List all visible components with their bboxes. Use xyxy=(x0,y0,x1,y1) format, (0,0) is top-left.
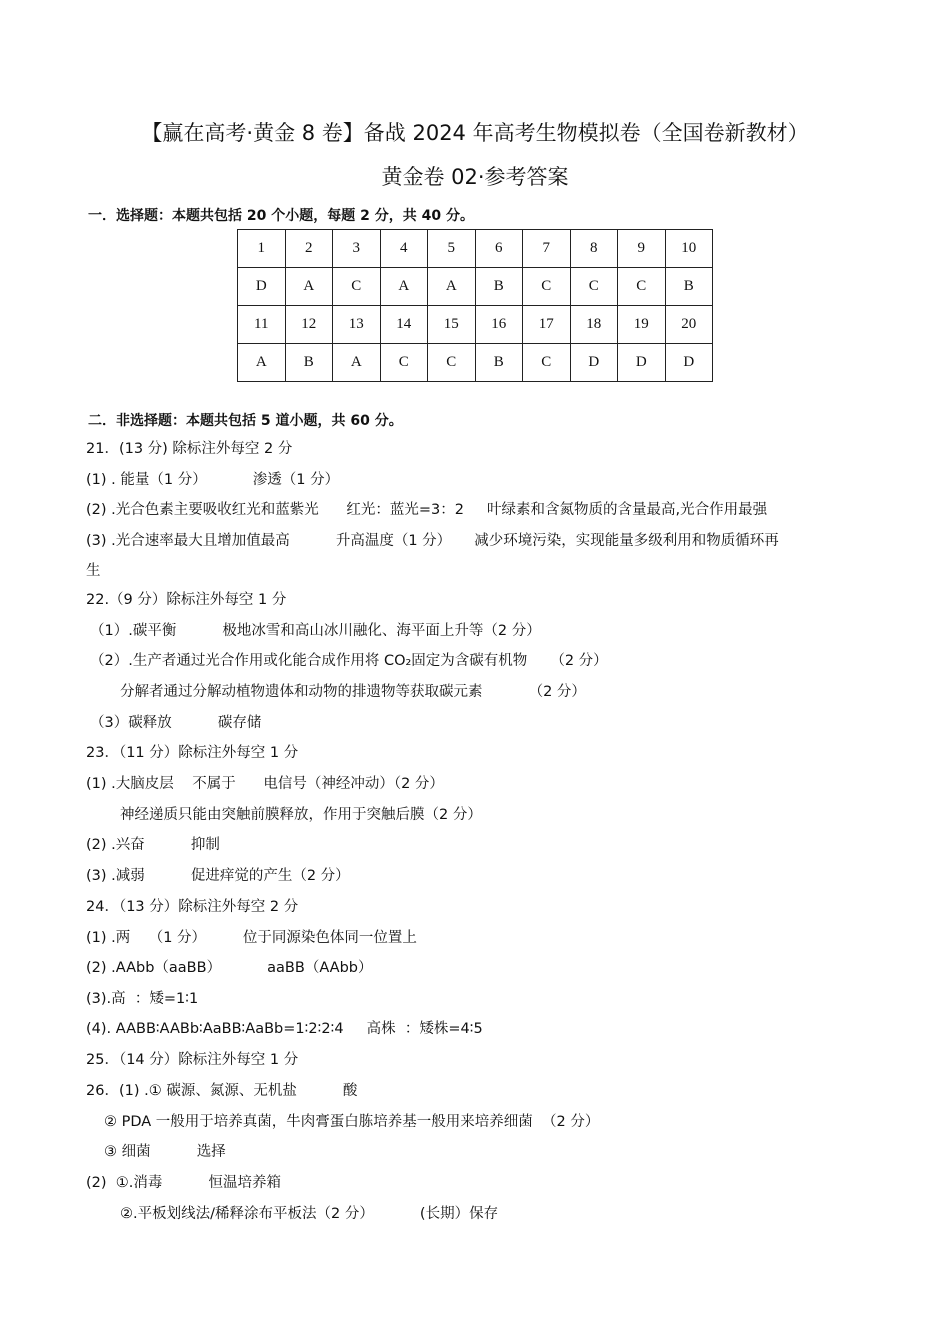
table-cell: B xyxy=(665,268,713,306)
table-row xyxy=(238,306,713,344)
answer-line: 25．（14 分）除标注外每空 1 分 xyxy=(86,1052,299,1068)
answer-line: (2) .光合色素主要吸收红光和蓝紫光 红光：蓝光=3：2 叶绿素和含氮物质的含量最高,光合作用最强 xyxy=(86,502,768,518)
answer-line: 26．(1) .① 碳源、氮源、无机盐 酸 xyxy=(86,1083,358,1099)
table-cell: B xyxy=(285,344,333,382)
table-cell: 7 xyxy=(523,230,571,268)
answer-line: （2）.生产者通过光合作用或化能合成作用将 CO₂固定为含碳有机物 （2 分） xyxy=(90,653,608,669)
table-cell: B xyxy=(475,344,523,382)
page-title: 【赢在高考·黄金 8 卷】备战 2024 年高考生物模拟卷（全国卷新教材） xyxy=(141,121,809,145)
table-cell: D xyxy=(238,268,286,306)
table-cell: 3 xyxy=(333,230,381,268)
table-cell: 17 xyxy=(523,306,571,344)
table-cell: A xyxy=(428,268,476,306)
table-cell: D xyxy=(570,344,618,382)
table-cell: 16 xyxy=(475,306,523,344)
table-cell: 13 xyxy=(333,306,381,344)
table-cell: 11 xyxy=(238,306,286,344)
table-cell: C xyxy=(618,268,666,306)
table-cell: A xyxy=(380,268,428,306)
answer-line: (1) .两 （1 分） 位于同源染色体同一位置上 xyxy=(86,930,417,946)
table-cell: C xyxy=(570,268,618,306)
table-cell: C xyxy=(380,344,428,382)
table-cell: 12 xyxy=(285,306,333,344)
table-cell: 14 xyxy=(380,306,428,344)
table-row xyxy=(238,344,713,382)
answer-line: (2) ①.消毒 恒温培养箱 xyxy=(86,1175,281,1191)
table-cell: A xyxy=(285,268,333,306)
answer-line: 24．（13 分）除标注外每空 2 分 xyxy=(86,899,299,915)
table-cell: 10 xyxy=(665,230,713,268)
table-cell: 15 xyxy=(428,306,476,344)
answer-table xyxy=(237,229,713,382)
answer-line: ③ 细菌 选择 xyxy=(104,1144,226,1160)
answer-line: ② PDA 一般用于培养真菌，牛肉膏蛋白胨培养基一般用来培养细菌 （2 分） xyxy=(104,1114,600,1130)
table-row xyxy=(238,230,713,268)
table-cell: C xyxy=(523,268,571,306)
answer-line: （1）.碳平衡 极地冰雪和高山冰川融化、海平面上升等（2 分） xyxy=(90,623,541,639)
answer-line: (3) .光合速率最大且增加值最高 升高温度（1 分） 减少环境污染，实现能量多级利用和物质循环再 xyxy=(86,533,779,549)
table-cell: B xyxy=(475,268,523,306)
table-cell: C xyxy=(333,268,381,306)
answer-line: ②.平板划线法/稀释涂布平板法（2 分） (长期）保存 xyxy=(120,1206,499,1222)
answer-line: (1) .大脑皮层 不属于 电信号（神经冲动）（2 分） xyxy=(86,776,444,792)
answer-line: (2) .AAbb（aaBB） aaBB（AAbb） xyxy=(86,960,373,976)
table-cell: A xyxy=(333,344,381,382)
table-cell: 5 xyxy=(428,230,476,268)
table-cell: 6 xyxy=(475,230,523,268)
table-row xyxy=(238,268,713,306)
table-cell: 19 xyxy=(618,306,666,344)
page-subtitle: 黄金卷 02·参考答案 xyxy=(381,165,569,189)
answer-line: (4). AABB∶AABb∶AaBB∶AaBb=1∶2∶2∶4 高株 ：矮株=4∶5 xyxy=(86,1021,483,1037)
answer-line: 分解者通过分解动植物遗体和动物的排遗物等获取碳元素 （2 分） xyxy=(120,684,586,700)
table-cell: 20 xyxy=(665,306,713,344)
answer-line: 生 xyxy=(86,563,101,579)
answer-line: (2) .兴奋 抑制 xyxy=(86,837,220,853)
answer-line: 22.（9 分）除标注外每空 1 分 xyxy=(86,592,287,608)
table-cell: 1 xyxy=(238,230,286,268)
table-cell: 2 xyxy=(285,230,333,268)
table-cell: D xyxy=(618,344,666,382)
answer-line: 神经递质只能由突触前膜释放，作用于突触后膜（2 分） xyxy=(120,807,482,823)
table-cell: 4 xyxy=(380,230,428,268)
section-1-heading: 一．选择题：本题共包括 20 个小题，每题 2 分，共 40 分。 xyxy=(88,208,474,224)
answer-line: 23．（11 分）除标注外每空 1 分 xyxy=(86,745,299,761)
answer-line: (1) . 能量（1 分） 渗透（1 分） xyxy=(86,472,340,488)
table-cell: 18 xyxy=(570,306,618,344)
section-2-heading: 二．非选择题：本题共包括 5 道小题，共 60 分。 xyxy=(88,413,403,429)
table-cell: D xyxy=(665,344,713,382)
table-cell: 8 xyxy=(570,230,618,268)
answer-line: （3）碳释放 碳存储 xyxy=(90,715,262,731)
table-cell: C xyxy=(428,344,476,382)
table-cell: A xyxy=(238,344,286,382)
answer-line: 21．(13 分) 除标注外每空 2 分 xyxy=(86,441,293,457)
answer-line: (3) .减弱 促进痒觉的产生（2 分） xyxy=(86,868,350,884)
table-cell: C xyxy=(523,344,571,382)
answer-line: (3).高 ：矮=1∶1 xyxy=(86,991,199,1007)
table-cell: 9 xyxy=(618,230,666,268)
